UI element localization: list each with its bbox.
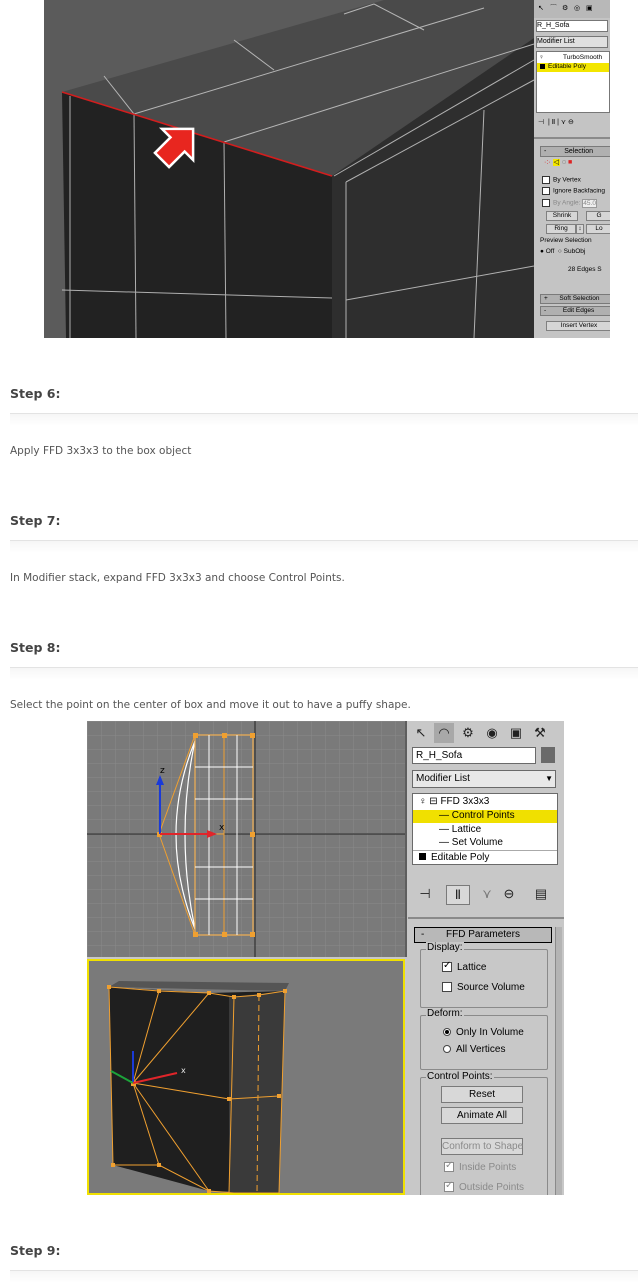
lattice-checkbox-label: Lattice xyxy=(457,962,487,973)
ring-spinner[interactable]: ↕ xyxy=(576,224,584,234)
subobject-icons[interactable] xyxy=(544,158,572,167)
outside-points-checkbox[interactable]: ✓ Outside Points xyxy=(445,1180,525,1193)
motion-tab-icon[interactable]: ◎ xyxy=(574,5,581,12)
all-vertices-radio[interactable] xyxy=(443,1044,505,1055)
rollout-soft-selection-label: Soft Selection xyxy=(559,295,600,302)
modifier-list-dropdown[interactable]: Modifier List xyxy=(536,36,608,48)
screenshot-ffd-modifier xyxy=(87,721,564,1195)
configure-sets-icon[interactable]: ▤ xyxy=(534,886,548,901)
stack-item-editable-poly-label: Editable Poly xyxy=(431,852,490,863)
step-8-text: Select the point on the center of box and move it out to have a puffy shape. xyxy=(10,699,411,711)
create-tab-icon[interactable]: ↖ xyxy=(415,725,427,740)
step-6-text: Apply FFD 3x3x3 to the box object xyxy=(10,445,192,457)
object-color-swatch[interactable] xyxy=(541,747,555,763)
by-angle-checkbox[interactable] xyxy=(542,199,597,208)
deform-group-title: Deform: xyxy=(427,1008,463,1019)
edge-icon[interactable]: ◁ xyxy=(553,159,559,166)
pin-stack-icon[interactable]: ⊣ | Ⅱ | ⋎ ⊖ xyxy=(538,119,574,126)
pin-stack-icon[interactable]: ⊣ xyxy=(419,886,431,901)
step-7-text: In Modifier stack, expand FFD 3x3x3 and choose Control Points. xyxy=(10,572,345,584)
display-group-title: Display: xyxy=(427,942,463,953)
hierarchy-tab-icon[interactable]: ⚙ xyxy=(562,5,569,12)
display-tab-icon[interactable]: ▣ xyxy=(586,5,593,12)
rollout-ffd-parameters[interactable]: - FFD Parameters xyxy=(414,927,552,943)
rollout-selection-label: Selection xyxy=(564,148,594,155)
preview-off-label: Off xyxy=(545,248,555,255)
object-name-field[interactable]: R_H_Sofa xyxy=(536,20,608,32)
only-in-volume-radio[interactable] xyxy=(443,1027,524,1038)
by-vertex-label: By Vertex xyxy=(553,176,581,184)
display-group xyxy=(420,949,548,1008)
preview-subobj-label: SubObj xyxy=(563,248,586,255)
insert-vertex-button[interactable]: Insert Vertex xyxy=(546,321,610,331)
divider-shadow xyxy=(10,1271,638,1283)
divider-shadow xyxy=(10,414,638,426)
by-angle-value[interactable]: 45.0 xyxy=(583,199,596,207)
border-icon[interactable]: ◌ xyxy=(561,159,567,166)
chevron-down-icon[interactable]: ▼ xyxy=(545,774,553,783)
panel-tabs[interactable] xyxy=(534,0,610,18)
divider xyxy=(534,137,610,139)
command-panel xyxy=(534,0,610,338)
by-vertex-checkbox[interactable] xyxy=(542,176,581,185)
x-axis-label: x xyxy=(219,823,225,833)
screenshot-editable-poly xyxy=(44,0,610,338)
inside-points-label: Inside Points xyxy=(459,1162,517,1173)
by-angle-label: By Angle: xyxy=(553,199,581,207)
conform-to-shape-button[interactable]: Conform to Shape xyxy=(441,1138,523,1155)
stack-item-turbosmooth[interactable]: TurboSmooth xyxy=(563,54,603,61)
rollout-ffd-parameters-label: FFD Parameters xyxy=(446,929,520,940)
modifier-list-label: Modifier List xyxy=(416,773,470,784)
only-in-volume-label: Only In Volume xyxy=(456,1027,524,1038)
modifier-list-dropdown[interactable] xyxy=(412,770,556,788)
make-unique-icon[interactable]: ⋎ xyxy=(482,886,492,901)
rollout-edit-edges[interactable]: - Edit Edges xyxy=(540,306,610,316)
z-axis-label: z xyxy=(160,766,165,776)
preview-off-radio[interactable]: ● Off ○ SubObj xyxy=(540,248,586,255)
bulb-icon[interactable]: ♀ xyxy=(419,796,427,807)
perspective-viewport[interactable] xyxy=(87,959,405,1195)
expand-icon[interactable] xyxy=(419,853,426,860)
divider xyxy=(413,850,557,851)
deform-group xyxy=(420,1015,548,1070)
panel-scrollbar[interactable] xyxy=(555,927,562,1195)
stack-item-control-points[interactable]: — Control Points xyxy=(413,810,557,823)
step-6-title: Step 6: xyxy=(10,386,61,401)
divider xyxy=(408,917,564,919)
rollout-selection[interactable]: - Selection xyxy=(540,146,610,157)
stack-item-lattice[interactable]: — Lattice xyxy=(439,824,482,835)
collapse-icon[interactable]: ⊟ xyxy=(429,796,438,807)
stack-item-set-volume[interactable]: — Set Volume xyxy=(439,837,503,848)
modify-tab-icon[interactable]: ⌒ xyxy=(550,5,557,12)
source-volume-checkbox-label: Source Volume xyxy=(457,982,525,993)
rollout-soft-selection[interactable]: + Soft Selection xyxy=(540,294,610,304)
vertex-icon[interactable]: ·:· xyxy=(544,159,551,166)
outside-points-label: Outside Points xyxy=(459,1182,525,1193)
stack-item-editable-poly-label: Editable Poly xyxy=(548,63,586,70)
show-end-result-icon[interactable]: Ⅱ xyxy=(446,885,470,905)
animate-all-button[interactable]: Animate All xyxy=(441,1107,523,1124)
shrink-button[interactable]: Shrink xyxy=(546,211,578,221)
preview-selection-label: Preview Selection xyxy=(540,237,592,244)
reset-button[interactable]: Reset xyxy=(441,1086,523,1103)
loop-button[interactable]: Lo xyxy=(586,224,610,234)
step-9-title: Step 9: xyxy=(10,1243,61,1258)
ignore-backfacing-checkbox[interactable] xyxy=(542,187,605,196)
motion-tab-icon[interactable]: ◉ xyxy=(486,725,498,740)
stack-item-control-points-label: Control Points xyxy=(451,810,515,821)
x-axis-label: x xyxy=(181,1066,186,1075)
inside-points-checkbox[interactable]: ✓ Inside Points xyxy=(445,1160,517,1173)
utilities-tab-icon[interactable]: ⚒ xyxy=(534,725,546,740)
modifier-stack[interactable] xyxy=(412,793,558,865)
ignore-backfacing-label: Ignore Backfacing xyxy=(553,187,606,195)
create-tab-icon[interactable]: ↖ xyxy=(538,5,544,12)
all-vertices-label: All Vertices xyxy=(456,1044,506,1055)
selection-count: 28 Edges S xyxy=(568,266,602,273)
rollout-edit-edges-label: Edit Edges xyxy=(562,307,595,314)
control-points-group-title: Control Points: xyxy=(427,1071,493,1082)
lattice-checkbox[interactable]: ✓ Lattice xyxy=(443,960,487,973)
source-volume-checkbox[interactable] xyxy=(442,982,525,993)
stack-item-ffd[interactable] xyxy=(419,796,489,807)
step-8-title: Step 8: xyxy=(10,640,61,655)
step-7-title: Step 7: xyxy=(10,513,61,528)
bulb-icon[interactable]: ♀ xyxy=(539,54,544,61)
modifier-stack[interactable] xyxy=(536,51,610,113)
perspective-viewport[interactable] xyxy=(44,0,610,338)
left-viewport[interactable] xyxy=(87,721,407,957)
stack-item-set-volume-label: Set Volume xyxy=(451,837,503,848)
display-tab-icon[interactable]: ▣ xyxy=(509,725,523,740)
stack-item-editable-poly[interactable] xyxy=(419,852,489,863)
hierarchy-tab-icon[interactable]: ⚙ xyxy=(462,725,474,740)
stack-item-ffd-label: FFD 3x3x3 xyxy=(440,796,490,807)
divider-shadow xyxy=(10,541,638,553)
divider-shadow xyxy=(10,668,638,680)
command-panel xyxy=(408,721,564,1195)
grow-button[interactable]: G xyxy=(586,211,610,221)
stack-item-lattice-label: Lattice xyxy=(451,824,482,835)
stack-item-editable-poly[interactable] xyxy=(537,63,609,72)
modify-tab-icon[interactable]: ◠ xyxy=(434,723,454,743)
polygon-icon[interactable]: ■ xyxy=(568,159,573,166)
ring-button[interactable]: Ring xyxy=(546,224,576,234)
remove-modifier-icon[interactable]: ⊖ xyxy=(503,886,515,901)
object-name-field[interactable]: R_H_Sofa xyxy=(412,747,536,764)
